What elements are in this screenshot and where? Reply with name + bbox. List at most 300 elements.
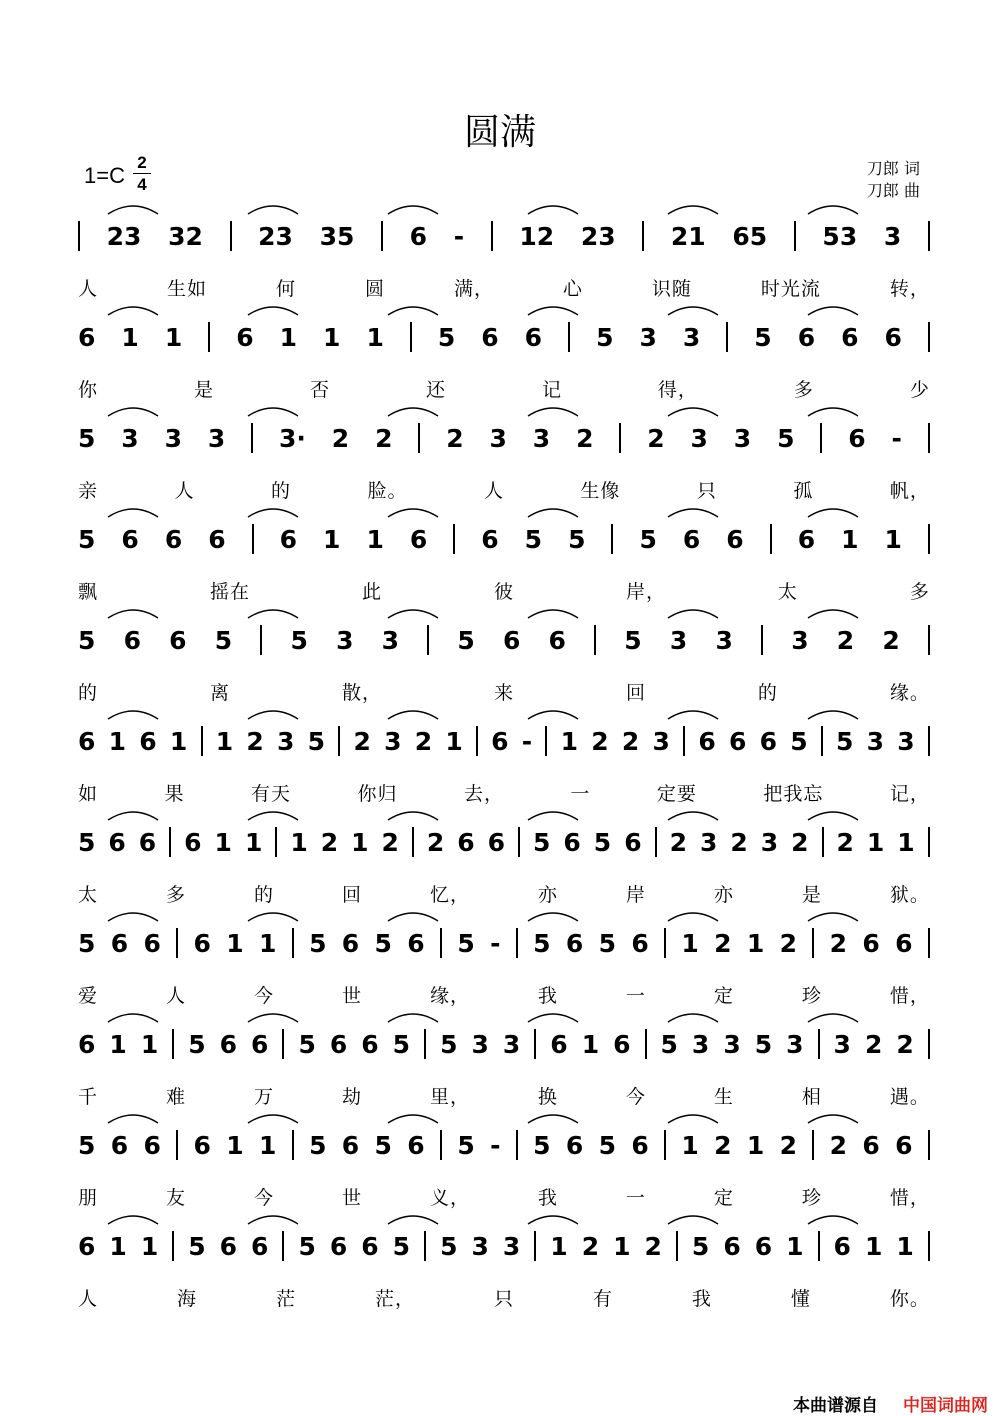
note: 1	[214, 827, 232, 857]
slur-arc	[108, 1115, 158, 1123]
slur-arc	[668, 1115, 718, 1123]
bar-line	[252, 524, 254, 554]
slur-arc	[808, 1216, 858, 1224]
slur-arc	[388, 1216, 438, 1224]
note: 1	[109, 1231, 127, 1261]
bar-line	[822, 827, 824, 857]
notation-line	[78, 1024, 930, 1064]
note: 6	[110, 928, 129, 958]
notation-line	[78, 620, 930, 660]
note: 3	[866, 726, 885, 756]
note: 6	[563, 827, 581, 857]
note: 3	[786, 1029, 804, 1059]
lyric-syllable: 识随	[651, 277, 692, 300]
slur-arc	[248, 1216, 298, 1224]
lyric-syllable: 多	[909, 580, 930, 603]
note: 2	[621, 726, 640, 756]
bar-line	[172, 1029, 174, 1059]
note: 5	[568, 524, 586, 554]
note: 3	[733, 423, 752, 453]
note: 1	[351, 827, 369, 857]
note: 6	[139, 726, 157, 756]
note: 23	[258, 221, 293, 251]
note: 1	[259, 1130, 277, 1160]
note: 6	[631, 928, 649, 958]
slur-arc	[668, 206, 718, 214]
slur-arc	[108, 812, 158, 820]
slur-arc	[248, 610, 298, 618]
lyric-syllable: 去，	[463, 782, 504, 805]
note: 6	[78, 1029, 96, 1059]
bar-line	[761, 625, 763, 655]
note: 3	[336, 625, 354, 655]
note: 6	[457, 827, 475, 857]
note: 1	[279, 322, 298, 352]
slur-arc	[108, 408, 158, 416]
note: 1	[323, 322, 341, 352]
lyric-syllable: 缘。	[889, 681, 930, 704]
note: 6	[219, 1231, 238, 1261]
bar-line	[260, 625, 262, 655]
note: 2	[669, 827, 687, 857]
note: 6	[251, 1029, 269, 1059]
note: 6	[341, 928, 360, 958]
bar-line	[176, 1130, 178, 1160]
note: 2	[414, 726, 433, 756]
note: 1	[140, 1029, 159, 1059]
note: 6	[164, 524, 183, 554]
note: 5	[78, 524, 96, 554]
note: 6	[193, 928, 211, 958]
note: 6	[481, 322, 499, 352]
note: 6	[884, 322, 902, 352]
note: 5	[78, 625, 96, 655]
lyric-syllable: 狱。	[889, 883, 930, 906]
bar-line	[292, 928, 294, 958]
note: 3	[381, 625, 400, 655]
note: 6	[723, 1231, 741, 1261]
lyric-syllable: 亦	[713, 883, 734, 906]
key-signature: 1=C	[84, 163, 125, 188]
note: 2	[779, 1130, 797, 1160]
note: 5	[596, 322, 614, 352]
note: 5	[440, 1029, 458, 1059]
slur-arc	[108, 610, 158, 618]
bar-line	[381, 221, 383, 251]
note: 3	[715, 625, 733, 655]
note: 6	[409, 221, 428, 251]
bar-line	[424, 1029, 426, 1059]
note: 5	[78, 928, 96, 958]
lyric-syllable: 果	[164, 782, 185, 805]
bar-line	[928, 322, 930, 352]
slur-arcs	[78, 792, 930, 824]
note: 3	[164, 423, 182, 453]
note: 6	[502, 625, 521, 655]
note: 5	[309, 1130, 327, 1160]
note: 6	[329, 1029, 348, 1059]
lyric-syllable: 岸	[625, 883, 646, 906]
note: 6	[631, 1130, 649, 1160]
note: 5	[457, 625, 475, 655]
lyric-syllable: 今	[253, 1186, 274, 1209]
lyric-syllable: 人	[165, 984, 186, 1007]
lyric-syllable: 今	[625, 1085, 646, 1108]
slur-arcs	[78, 691, 930, 723]
bar-line	[664, 928, 666, 958]
bar-line	[201, 726, 203, 756]
note: 6	[613, 1029, 631, 1059]
bar-line	[275, 827, 277, 857]
lyric-syllable: 人	[174, 479, 195, 502]
lyric-syllable: 朋	[78, 1186, 99, 1209]
lyric-syllable: 飘	[78, 580, 99, 603]
note: 6	[682, 524, 701, 554]
bar-line	[169, 827, 171, 857]
lyric-syllable: 满，	[453, 277, 494, 300]
note: 3	[883, 221, 902, 251]
note: 5	[188, 1231, 206, 1261]
lyric-syllable: 世	[341, 1186, 362, 1209]
note: 23	[580, 221, 616, 251]
slur-arc	[808, 812, 858, 820]
slur-arc	[528, 206, 578, 214]
note: 5	[639, 524, 657, 554]
lyric-syllable: 世	[341, 984, 362, 1007]
notation-line	[78, 923, 930, 963]
note: 6	[726, 524, 744, 554]
slur-arc	[668, 1216, 718, 1224]
lyric-syllable: 珍	[801, 1186, 822, 1209]
note: 3	[723, 1029, 741, 1059]
note: 3	[471, 1231, 489, 1261]
note: 1	[681, 928, 699, 958]
note: 1	[108, 726, 127, 756]
slur-arc	[528, 913, 578, 921]
note: 6	[341, 1130, 360, 1160]
slur-arc	[528, 1115, 578, 1123]
lyric-syllable: 回	[625, 681, 646, 704]
note: 6	[121, 524, 139, 554]
slur-arc	[528, 1216, 578, 1224]
lyric-syllable: 惜，	[889, 984, 930, 1007]
note: 5	[533, 928, 551, 958]
note: 6	[208, 524, 226, 554]
lyric-syllable: 劫	[341, 1085, 362, 1108]
lyric-syllable: 友	[165, 1186, 186, 1209]
note: 2	[829, 1130, 848, 1160]
note: 32	[168, 221, 203, 251]
note: 6	[797, 322, 816, 352]
lyric-syllable: 得，	[657, 378, 698, 401]
note: 2	[381, 827, 399, 857]
lyric-syllable: 海	[176, 1287, 197, 1310]
note: 3	[502, 1231, 521, 1261]
lyric-syllable: 何	[275, 277, 296, 300]
notation-line	[78, 317, 930, 357]
note: 1	[215, 726, 234, 756]
lyric-syllable: 我	[691, 1287, 712, 1310]
note: 5	[593, 827, 612, 857]
lyric-syllable: 生如	[166, 277, 207, 300]
note: 2	[896, 1029, 914, 1059]
lyric-syllable: 把我忘	[763, 782, 824, 805]
note: 6	[108, 827, 126, 857]
bar-line	[655, 827, 657, 857]
note: 5	[298, 1231, 316, 1261]
note: 1	[226, 928, 244, 958]
note: 2	[779, 928, 797, 958]
lyric-syllable: 还	[425, 378, 446, 401]
lyric-syllable: 岸，	[625, 580, 666, 603]
note: 65	[732, 221, 768, 251]
bar-line	[683, 726, 685, 756]
bar-line	[338, 726, 340, 756]
note: 3	[121, 423, 139, 453]
bar-line	[818, 1029, 820, 1059]
note: 1	[169, 726, 188, 756]
note: 6	[895, 928, 913, 958]
note: 35	[319, 221, 355, 251]
note: 6	[862, 1130, 880, 1160]
note: 6	[698, 726, 716, 756]
lyric-syllable: 一	[570, 782, 591, 805]
slur-arc	[108, 1014, 158, 1022]
note: 5	[836, 726, 854, 756]
note: 6	[487, 827, 506, 857]
slur-arc	[808, 307, 858, 315]
slur-arc	[248, 812, 298, 820]
bar-line	[928, 1029, 930, 1059]
lyric-syllable: 有	[592, 1287, 613, 1310]
bar-line	[172, 1231, 174, 1261]
lyric-syllable: 定	[713, 1186, 734, 1209]
note: 3	[639, 322, 657, 352]
lyric-syllable: 太	[777, 580, 798, 603]
slur-arc	[248, 1014, 298, 1022]
bar-line	[518, 827, 520, 857]
bar-line	[928, 928, 930, 958]
slur-arc	[388, 913, 438, 921]
note: 5	[660, 1029, 678, 1059]
note: 3	[532, 423, 551, 453]
bar-line	[545, 726, 547, 756]
lyric-syllable: 记	[541, 378, 562, 401]
note: 3	[276, 726, 295, 756]
note: 12	[519, 221, 555, 251]
slur-arc	[388, 307, 438, 315]
note: 6	[279, 524, 298, 554]
bar-line	[476, 726, 478, 756]
note: 5	[392, 1029, 411, 1059]
note: 5	[437, 322, 456, 352]
slur-arcs	[78, 893, 930, 925]
lyric-syllable: 多	[165, 883, 186, 906]
note: 3	[690, 423, 708, 453]
lyric-syllable: 珍	[801, 984, 822, 1007]
lyric-syllable: 的	[253, 883, 274, 906]
note: 2	[882, 625, 900, 655]
bar-line	[664, 1130, 666, 1160]
note: 5	[214, 625, 233, 655]
slur-arcs	[78, 186, 930, 218]
slur-arc	[388, 1115, 438, 1123]
note: 6	[78, 322, 96, 352]
bar-line	[812, 928, 814, 958]
note: 6	[251, 1231, 269, 1261]
lyric-syllable: 我	[537, 1186, 558, 1209]
note: 6	[481, 524, 499, 554]
note: 5	[307, 726, 325, 756]
lyric-syllable: 摇在	[209, 580, 250, 603]
note: 3	[489, 423, 507, 453]
note: 6	[407, 1130, 425, 1160]
bar-line	[928, 1130, 930, 1160]
slur-arc	[808, 711, 858, 719]
note: 3	[471, 1029, 489, 1059]
composer-credit: 刀郎 曲	[866, 181, 920, 200]
note: 1	[897, 827, 915, 857]
bar-line	[812, 1130, 814, 1160]
note: 2	[714, 928, 732, 958]
note: 1	[581, 1029, 600, 1059]
note: -	[490, 928, 501, 958]
note: 2	[331, 423, 350, 453]
note: 1	[244, 827, 263, 857]
lyric-syllable: 人	[483, 479, 504, 502]
slur-arcs	[78, 489, 930, 521]
lyric-syllable: 是	[801, 883, 822, 906]
note: 1	[866, 827, 885, 857]
note: 5	[790, 726, 808, 756]
note: 5	[777, 423, 795, 453]
lyric-syllable: 懂	[790, 1287, 811, 1310]
lyric-syllable: 散，	[341, 681, 382, 704]
slur-arc	[668, 913, 718, 921]
bar-line	[251, 423, 253, 453]
lyric-syllable: 圆	[364, 277, 385, 300]
slur-arc	[668, 509, 718, 517]
note: 2	[647, 423, 665, 453]
note: 3	[691, 1029, 710, 1059]
lyric-syllable: 茫，	[374, 1287, 415, 1310]
lyric-syllable: 回	[341, 883, 362, 906]
slur-arc	[668, 408, 718, 416]
lyric-syllable: 此	[361, 580, 382, 603]
slur-arc	[108, 1216, 158, 1224]
note: 5	[598, 928, 616, 958]
note: 6	[193, 1130, 211, 1160]
lyricist-credit: 刀郎 词	[866, 159, 920, 178]
bar-line	[568, 322, 570, 352]
bar-line	[928, 1231, 930, 1261]
lyric-line	[78, 1282, 930, 1312]
slur-arc	[808, 1115, 858, 1123]
bar-line	[818, 1231, 820, 1261]
note: 6	[143, 928, 161, 958]
slur-arcs	[78, 388, 930, 420]
note: 5	[754, 1029, 773, 1059]
bar-line	[516, 928, 518, 958]
note: 2	[246, 726, 264, 756]
note: 1	[164, 322, 183, 352]
note: 6	[184, 827, 202, 857]
note: 2	[426, 827, 445, 857]
lyric-syllable: 的	[78, 681, 99, 704]
bar-line	[928, 423, 930, 453]
lyric-syllable: 里，	[429, 1085, 470, 1108]
note: 6	[565, 928, 584, 958]
note: 3	[502, 1029, 521, 1059]
lyric-syllable: 今	[253, 984, 274, 1007]
bar-line	[491, 221, 493, 251]
note: 5	[188, 1029, 206, 1059]
bar-line	[928, 726, 930, 756]
note: 1	[786, 1231, 804, 1261]
slur-arc	[388, 408, 438, 416]
notation-line	[78, 418, 930, 458]
lyric-syllable: 脸。	[367, 479, 408, 502]
note: 6	[361, 1231, 379, 1261]
note: 1	[445, 726, 463, 756]
bar-line	[208, 322, 210, 352]
note: 6	[895, 1130, 913, 1160]
note: 6	[759, 726, 777, 756]
note: 5	[374, 928, 392, 958]
slur-arc	[808, 408, 858, 416]
note: -	[521, 726, 533, 756]
lyric-syllable: 如	[78, 782, 99, 805]
footer-site-link[interactable]: 中国词曲网	[903, 1396, 988, 1416]
note: 2	[591, 726, 609, 756]
lyric-syllable: 我	[537, 984, 558, 1007]
slur-arc	[808, 206, 858, 214]
lyric-syllable: 亦	[537, 883, 558, 906]
note: 6	[143, 1130, 161, 1160]
note: 6	[548, 625, 566, 655]
note: 1	[746, 928, 765, 958]
note: 1	[109, 1029, 127, 1059]
bar-line	[230, 221, 232, 251]
note: 1	[560, 726, 579, 756]
slur-arc	[668, 1014, 718, 1022]
note: 3	[384, 726, 402, 756]
time-signature-top: 2	[137, 153, 147, 172]
note: 5	[78, 1130, 96, 1160]
lyric-syllable: 的	[757, 681, 778, 704]
note: 6	[219, 1029, 238, 1059]
notation-line	[78, 216, 930, 256]
note: 3	[652, 726, 670, 756]
note: 5	[598, 1130, 616, 1160]
bar-line	[611, 524, 613, 554]
note: 3	[760, 827, 779, 857]
note: 1	[290, 827, 308, 857]
bar-line	[594, 625, 596, 655]
lyric-syllable: 义，	[429, 1186, 470, 1209]
lyric-syllable: 难	[165, 1085, 186, 1108]
note: 5	[298, 1029, 316, 1059]
slur-arc	[108, 913, 158, 921]
bar-line	[820, 423, 822, 453]
time-signature-bottom: 4	[137, 175, 147, 194]
lyric-syllable: 亲	[78, 479, 99, 502]
lyric-syllable: 的	[270, 479, 291, 502]
note: 6	[624, 827, 642, 857]
note: 1	[550, 1231, 568, 1261]
note: -	[490, 1130, 501, 1160]
slur-arc	[108, 711, 158, 719]
